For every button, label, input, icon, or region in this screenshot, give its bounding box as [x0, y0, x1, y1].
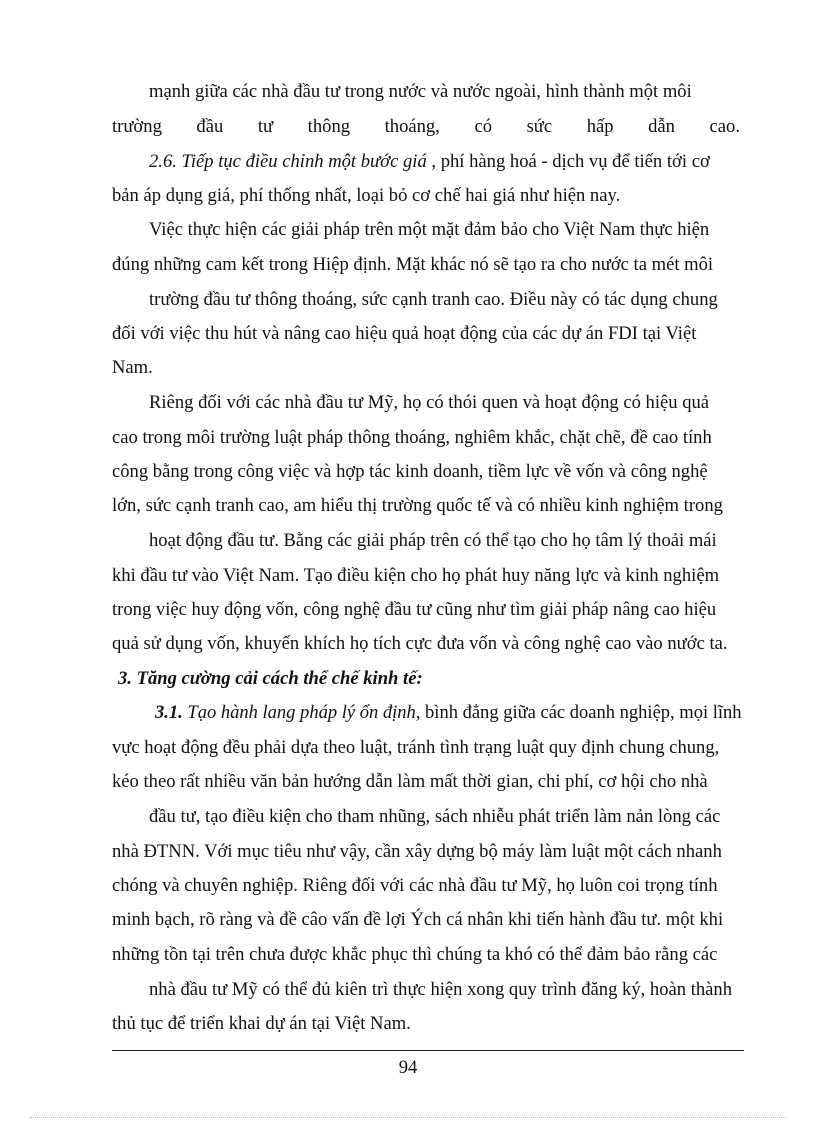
item-3-1-number: 3.1. [155, 702, 183, 723]
text-line: quả sử dụng vốn, khuyến khích họ tích cực đưa vốn và công nghệ cao vào nước ta. [112, 633, 728, 654]
text-line: thủ tục để triển khai dự án tại Việt Nam. [112, 1013, 411, 1034]
text-line: Việc thực hiện các giải pháp trên một mặt đảm bảo cho Việt Nam thực hiện [149, 219, 710, 240]
text-line: hoạt động đầu tư. Bằng các giải pháp trên có thể tạo cho họ tâm lý thoải mái [149, 530, 717, 551]
text-line: mạnh giữa các nhà đầu tư trong nước và nước ngoài, hình thành một môi [149, 81, 692, 102]
item-2-6-title: 2.6. Tiếp tục điều chỉnh một bước giá [149, 151, 427, 172]
item-3-1-title: Tạo hành lang pháp lý ổn định [182, 702, 416, 723]
text-line: vực hoạt động đều phải dựa theo luật, tránh tình trạng luật quy định chung chung, [112, 737, 720, 758]
text-line: đối với việc thu hút và nâng cao hiệu quả hoạt động của các dự án FDI tại Việt [112, 323, 697, 344]
text-line: những tồn tại trên chưa được khắc phục thì chúng ta khó có thể đảm bảo rằng các [112, 944, 718, 965]
text-line: bản áp dụng giá, phí thống nhất, loại bỏ cơ chế hai giá như hiện nay. [112, 185, 621, 206]
item-2-6-line [149, 150, 710, 174]
section-heading-3: 3. Tăng cường cải cách thể chế kinh tế: [118, 668, 423, 689]
item-3-1-line [155, 701, 742, 725]
text-line: kéo theo rất nhiều văn bản hướng dẫn làm mất thời gian, chi phí, cơ hội cho nhà [112, 771, 708, 792]
page-bottom-dotted-line [30, 1117, 786, 1118]
footer-rule [112, 1050, 744, 1051]
text-line: đúng những cam kết trong Hiệp định. Mặt khác nó sẽ tạo ra cho nước ta mét môi [112, 254, 714, 275]
item-3-1-rest: , bình đẳng giữa các doanh nghiệp, mọi lĩnh [415, 702, 742, 723]
text-line: trong việc huy động vốn, công nghệ đầu tư cũng như tìm giải pháp nâng cao hiệu [112, 599, 717, 620]
text-line: đầu tư, tạo điều kiện cho tham nhũng, sách nhiễu phát triển làm nản lòng các [149, 806, 721, 827]
text-line: trường đầu tư thông thoáng, sức cạnh tranh cao. Điều này có tác dụng chung [149, 289, 718, 310]
text-line: nhà ĐTNN. Với mục tiêu như vậy, cần xây dựng bộ máy làm luật một cách nhanh [112, 841, 722, 862]
text-line: chóng và chuyên nghiệp. Riêng đối với các nhà đầu tư Mỹ, họ luôn coi trọng tính [112, 875, 718, 896]
text-line: nhà đầu tư Mỹ có thể đủ kiên trì thực hiện xong quy trình đăng ký, hoàn thành [149, 979, 733, 1000]
text-line: trường đầu tư thông thoáng, có sức hấp dẫn cao. [112, 116, 740, 137]
page-number: 94 [398, 1057, 418, 1078]
text-line: lớn, sức cạnh tranh cao, am hiểu thị trường quốc tế và có nhiều kinh nghiệm trong [112, 495, 723, 516]
text-line: khi đầu tư vào Việt Nam. Tạo điều kiện cho họ phát huy năng lực và kinh nghiệm [112, 565, 720, 586]
text-line: công bằng trong công việc và hợp tác kinh doanh, tiềm lực về vốn và công nghệ [112, 461, 708, 482]
text-line: Riêng đối với các nhà đầu tư Mỹ, họ có thói quen và hoạt động có hiệu quả [149, 392, 710, 413]
item-2-6-rest: , phí hàng hoá - dịch vụ để tiến tới cơ [426, 151, 710, 172]
text-line: cao trong môi trường luật pháp thông thoáng, nghiêm khắc, chặt chẽ, đề cao tính [112, 427, 712, 448]
text-line: minh bạch, rõ ràng và đề câo vấn đề lợi Ých cá nhân khi tiến hành đầu tư. một khi [112, 909, 724, 930]
text-line: Nam. [112, 357, 153, 378]
